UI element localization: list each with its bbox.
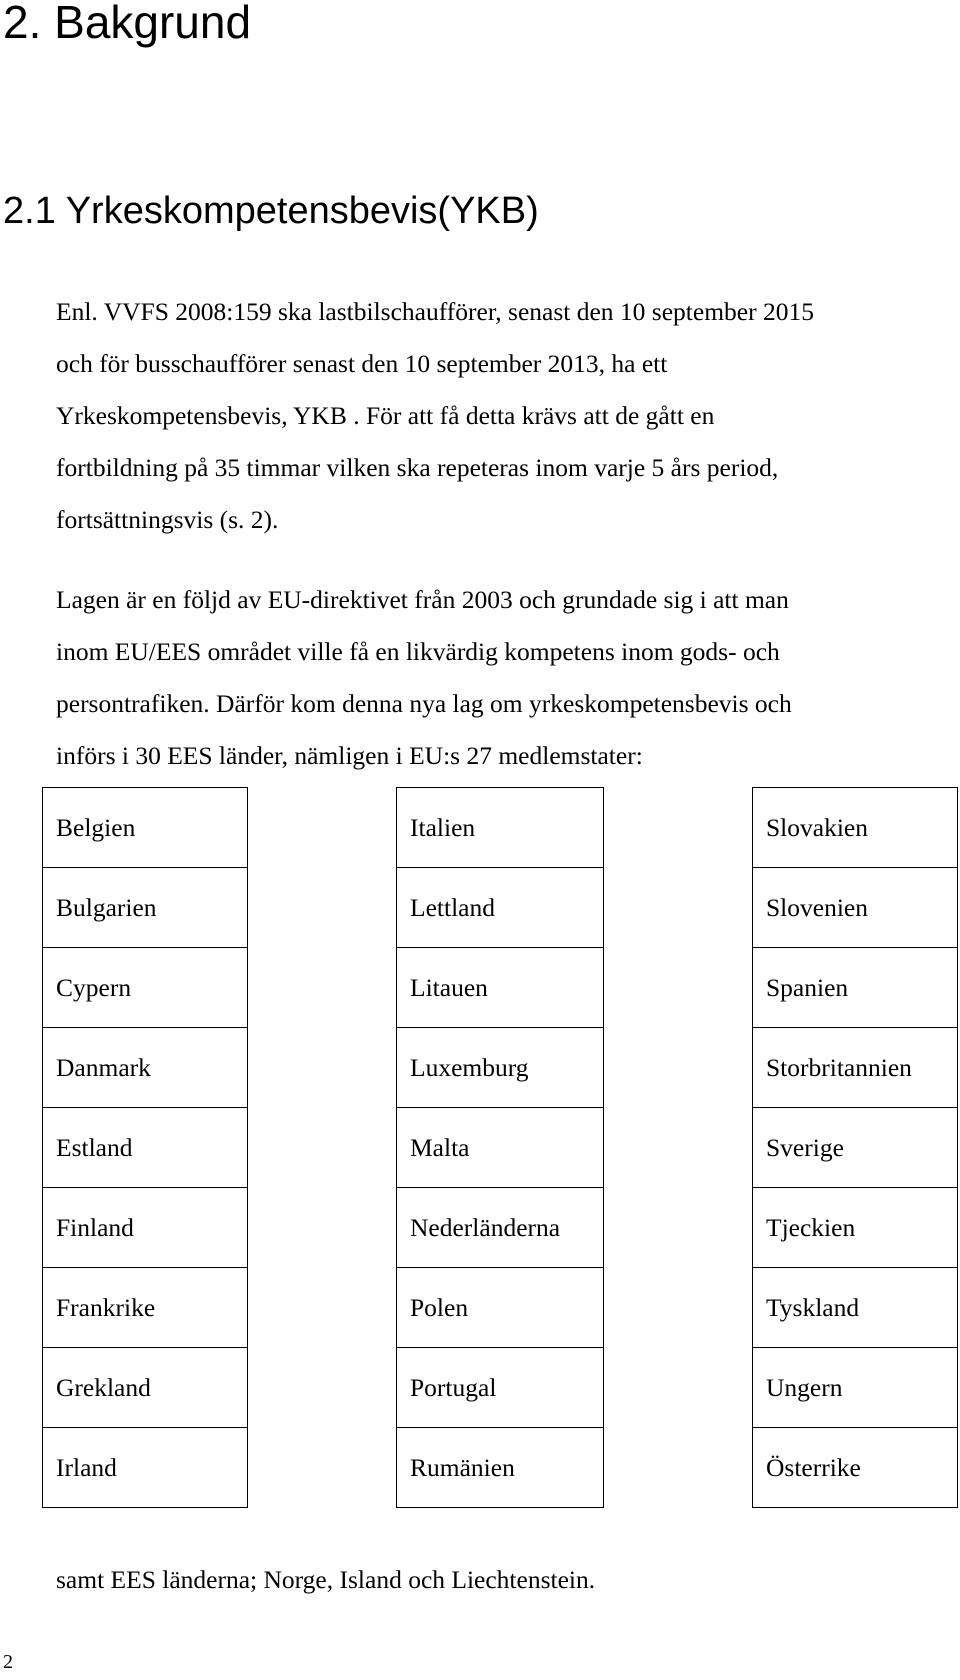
table-row <box>43 1268 958 1348</box>
paragraph-line: Yrkeskompetensbevis, YKB . För att få detta krävs att de gått en <box>56 401 715 430</box>
page-number: 2 <box>3 1651 13 1673</box>
country-cell: Bulgarien <box>43 868 248 948</box>
country-cell: Sverige <box>753 1108 958 1188</box>
country-cell: Rumänien <box>397 1428 604 1508</box>
country-cell: Finland <box>43 1188 248 1268</box>
country-cell: Polen <box>397 1268 604 1348</box>
country-cell: Italien <box>397 788 604 868</box>
paragraph-line: fortsättningsvis (s. 2). <box>56 505 279 534</box>
section-heading: 2. Bakgrund <box>3 0 252 48</box>
paragraph-ykb-requirement <box>56 286 814 546</box>
paragraph-line: och för busschaufförer senast den 10 september 2013, ha ett <box>56 349 668 378</box>
closing-sentence: samt EES länderna; Norge, Island och Liechtenstein. <box>56 1565 596 1594</box>
paragraph-line: Enl. VVFS 2008:159 ska lastbilschaufförer, senast den 10 september 2015 <box>56 297 814 326</box>
country-cell: Estland <box>43 1108 248 1188</box>
table-row <box>43 868 958 948</box>
table-row <box>43 948 958 1028</box>
country-cell: Lettland <box>397 868 604 948</box>
paragraph-line: inom EU/EES området ville få en likvärdig kompetens inom gods- och <box>56 637 780 666</box>
paragraph-line: införs i 30 EES länder, nämligen i EU:s 27 medlemstater: <box>56 741 643 770</box>
country-cell: Österrike <box>753 1428 958 1508</box>
country-cell: Belgien <box>43 788 248 868</box>
country-cell: Portugal <box>397 1348 604 1428</box>
country-cell: Nederländerna <box>397 1188 604 1268</box>
country-cell: Danmark <box>43 1028 248 1108</box>
paragraph-line: Lagen är en följd av EU-direktivet från 2003 och grundade sig i att man <box>56 585 789 614</box>
member-states-table <box>42 787 958 1508</box>
subsection-heading: 2.1 Yrkeskompetensbevis(YKB) <box>3 190 539 232</box>
country-cell: Tyskland <box>753 1268 958 1348</box>
country-cell: Grekland <box>43 1348 248 1428</box>
table-row <box>43 1028 958 1108</box>
paragraph-eu-directive <box>56 574 792 782</box>
country-cell: Slovakien <box>753 788 958 868</box>
country-cell: Malta <box>397 1108 604 1188</box>
country-cell: Cypern <box>43 948 248 1028</box>
table-row <box>43 788 958 868</box>
country-cell: Frankrike <box>43 1268 248 1348</box>
country-cell: Luxemburg <box>397 1028 604 1108</box>
country-cell: Ungern <box>753 1348 958 1428</box>
country-cell: Litauen <box>397 948 604 1028</box>
paragraph-line: fortbildning på 35 timmar vilken ska repeteras inom varje 5 års period, <box>56 453 779 482</box>
country-cell: Tjeckien <box>753 1188 958 1268</box>
table-row <box>43 1108 958 1188</box>
country-cell: Spanien <box>753 948 958 1028</box>
table-row <box>43 1188 958 1268</box>
country-cell: Slovenien <box>753 868 958 948</box>
country-cell: Irland <box>43 1428 248 1508</box>
table-row <box>43 1348 958 1428</box>
country-cell: Storbritannien <box>753 1028 958 1108</box>
table-row <box>43 1428 958 1508</box>
paragraph-line: persontrafiken. Därför kom denna nya lag om yrkeskompetensbevis och <box>56 689 792 718</box>
